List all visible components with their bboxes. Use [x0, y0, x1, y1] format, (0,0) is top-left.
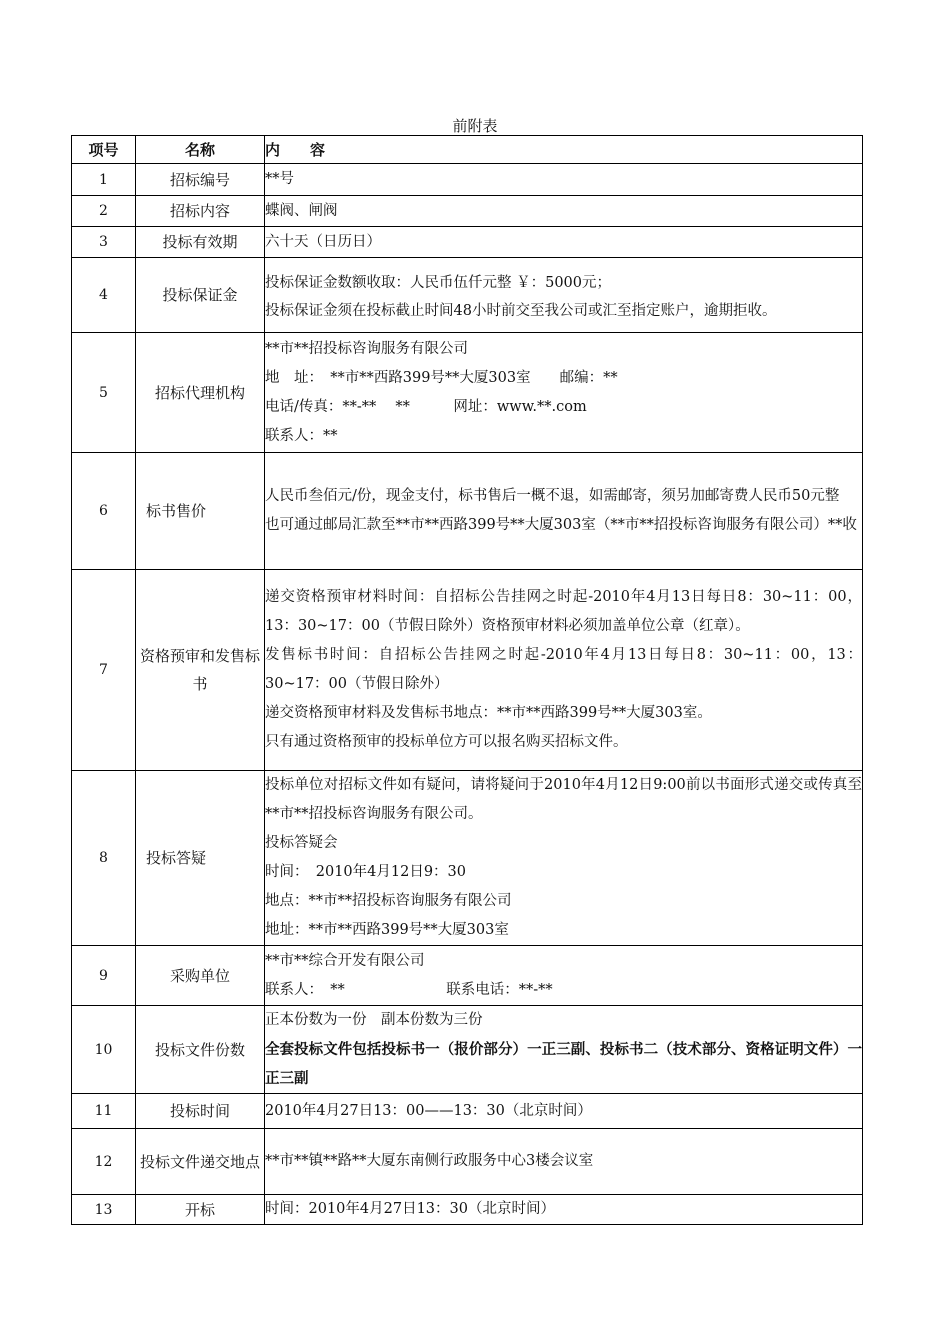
row-name: 投标有效期 [136, 227, 265, 258]
row-number: 4 [72, 258, 136, 333]
content-line: **市**综合开发有限公司 [265, 952, 425, 969]
table-row [72, 196, 863, 227]
content-line: 发售标书时间：自招标公告挂网之时起-2010年4月13日每日8：30~11：00，13：30~17：00（节假日除外） [265, 647, 862, 692]
row-number: 3 [72, 227, 136, 258]
content-line: 联系人：** [265, 427, 338, 444]
tender-info-table [71, 135, 863, 1225]
table-header-row [72, 136, 863, 164]
row-name: 标书售价 [136, 453, 265, 570]
content-line: 全套投标文件包括投标书一（报价部分）一正三副、投标书二（技术部分、资格证明文件）一正三副 [265, 1041, 862, 1087]
document-title: 前附表 [452, 117, 498, 135]
content-line: 投标保证金数额收取：人民币伍仟元整 ￥：5000元； [265, 275, 612, 291]
row-content [265, 227, 863, 258]
row-content [265, 1195, 863, 1225]
table-row [72, 1195, 863, 1225]
header-name: 名称 [136, 136, 265, 164]
content-line: 人民币叁佰元/份，现金支付，标书售后一概不退，如需邮寄，须另加邮寄费人民币50元整 [265, 488, 840, 504]
row-name: 投标答疑 [136, 771, 265, 946]
header-content: 内 容 [265, 136, 863, 164]
row-content [265, 258, 863, 333]
content-line: 时间： 2010年4月12日9：30 [265, 864, 467, 880]
content-line: **市**招投标咨询服务有限公司 [265, 340, 468, 357]
row-number: 1 [72, 164, 136, 196]
table-row [72, 258, 863, 333]
row-number: 11 [72, 1094, 136, 1129]
row-number: 10 [72, 1006, 136, 1094]
row-content [265, 1006, 863, 1094]
row-content [265, 946, 863, 1006]
row-number: 8 [72, 771, 136, 946]
content-line: 时间：2010年4月27日13：30（北京时间） [265, 1201, 555, 1217]
content-line: **号 [265, 171, 294, 187]
table-row [72, 164, 863, 196]
content-line: 地点：**市**招投标咨询服务有限公司 [265, 893, 512, 909]
content-line: 递交资格预审材料及发售标书地点：**市**西路399号**大厦303室。 [265, 705, 712, 721]
row-number: 9 [72, 946, 136, 1006]
table-row [72, 771, 863, 946]
row-content [265, 164, 863, 196]
row-content [265, 771, 863, 946]
content-line: 投标答疑会 [265, 835, 338, 851]
header-num: 项号 [72, 136, 136, 164]
content-line: 投标单位对招标文件如有疑问，请将疑问于2010年4月12日9:00前以书面形式递交或传真至**市**招投标咨询服务有限公司。 [265, 777, 862, 822]
row-name: 招标编号 [136, 164, 265, 196]
content-line: 六十天（日历日） [265, 233, 381, 250]
row-number: 13 [72, 1195, 136, 1225]
row-number: 12 [72, 1129, 136, 1195]
row-name: 资格预审和发售标书 [136, 570, 265, 771]
content-line: 电话/传真：**-** ** 网址：www.**.com [265, 398, 587, 415]
row-name: 投标时间 [136, 1094, 265, 1129]
content-line: 只有通过资格预审的投标单位方可以报名购买招标文件。 [265, 734, 628, 750]
row-content [265, 570, 863, 771]
table-row [72, 570, 863, 771]
content-line: 正本份数为一份 副本份数为三份 [265, 1012, 483, 1028]
row-content [265, 1129, 863, 1195]
row-number: 2 [72, 196, 136, 227]
row-name: 投标保证金 [136, 258, 265, 333]
table-row [72, 946, 863, 1006]
content-line: 联系人： ** 联系电话：**-** [265, 981, 553, 998]
content-line: 2010年4月27日13：00——13：30（北京时间） [265, 1102, 592, 1119]
table-row [72, 1129, 863, 1195]
content-line: 递交资格预审材料时间：自招标公告挂网之时起-2010年4月13日每日8：30~11：00，13：30~17：00（节假日除外）资格预审材料必须加盖单位公章（红章）。 [265, 589, 862, 634]
row-number: 6 [72, 453, 136, 570]
row-content [265, 1094, 863, 1129]
table-row [72, 1006, 863, 1094]
table-row [72, 333, 863, 453]
row-name: 开标 [136, 1195, 265, 1225]
row-name: 投标文件份数 [136, 1006, 265, 1094]
content-line: 蝶阀、闸阀 [265, 202, 338, 219]
row-name: 采购单位 [136, 946, 265, 1006]
content-line: **市**镇**路**大厦东南侧行政服务中心3楼会议室 [265, 1153, 594, 1169]
row-content [265, 453, 863, 570]
content-line: 地 址： **市**西路399号**大厦303室 邮编：** [265, 369, 618, 386]
row-number: 7 [72, 570, 136, 771]
row-content [265, 333, 863, 453]
content-line: 投标保证金须在投标截止时间48小时前交至我公司或汇至指定账户，逾期拒收。 [265, 303, 777, 319]
row-number: 5 [72, 333, 136, 453]
row-name: 投标文件递交地点 [136, 1129, 265, 1195]
table-row [72, 1094, 863, 1129]
row-name: 招标代理机构 [136, 333, 265, 453]
row-name: 招标内容 [136, 196, 265, 227]
row-content [265, 196, 863, 227]
table-row [72, 227, 863, 258]
content-line: 也可通过邮局汇款至**市**西路399号**大厦303室（**市**招投标咨询服务有限公司）**收 [265, 517, 857, 533]
content-line: 地址：**市**西路399号**大厦303室 [265, 922, 509, 938]
table-row [72, 453, 863, 570]
